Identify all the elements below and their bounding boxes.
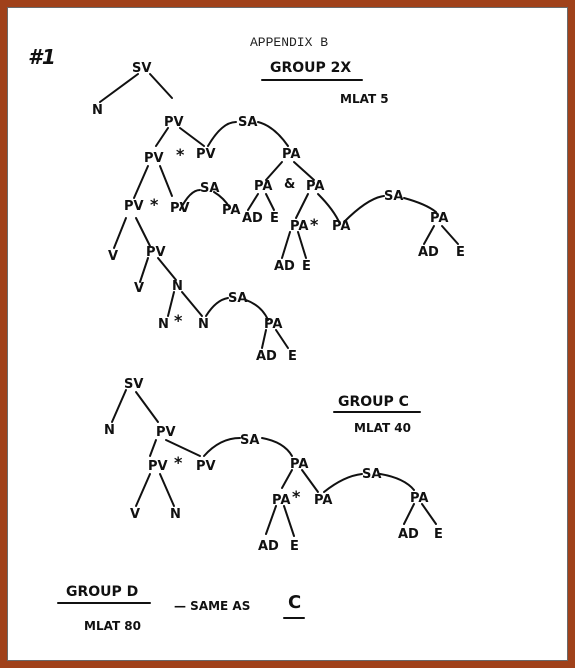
node-pa: PA [264, 317, 283, 332]
group-2x-label: GROUP 2X [270, 60, 352, 76]
node-pv: PV [148, 459, 168, 474]
node-e: E [288, 349, 297, 364]
node-pa: PA [314, 493, 333, 508]
node-n: N [198, 317, 209, 332]
node-e: E [456, 245, 465, 260]
node-star: * [174, 311, 183, 330]
node-pv: PV [146, 245, 166, 260]
appendix-title: APPENDIX B [250, 35, 329, 50]
node-ad: AD [418, 245, 439, 260]
node-sa: SA [200, 181, 220, 196]
group-d-label: GROUP D [66, 584, 139, 600]
figure-number: #1 [28, 45, 56, 69]
node-ad: AD [242, 211, 263, 226]
node-ad: AD [258, 539, 279, 554]
node-pv: PV [164, 115, 184, 130]
node-sa: SA [362, 467, 382, 482]
node-sa: SA [384, 189, 404, 204]
node-sa: SA [238, 115, 258, 130]
node-sa: SA [228, 291, 248, 306]
node-pa: PA [272, 493, 291, 508]
group-d-mlat: MLAT 80 [84, 619, 142, 633]
node-pa: PA [222, 203, 241, 218]
node-amp: & [284, 177, 296, 192]
node-v: V [108, 249, 119, 264]
node-star: * [174, 453, 183, 472]
node-v: V [130, 507, 141, 522]
node-ad: AD [256, 349, 277, 364]
group-c-label: GROUP C [338, 394, 409, 410]
node-n: N [172, 279, 183, 294]
node-e: E [302, 259, 311, 274]
node-sv: SV [132, 61, 152, 76]
node-pa: PA [254, 179, 273, 194]
node-pv: PV [196, 459, 216, 474]
node-star: * [292, 487, 301, 506]
node-pa: PA [410, 491, 429, 506]
node-star: * [310, 215, 319, 234]
node-pa: PA [306, 179, 325, 194]
node-pa: PA [332, 219, 351, 234]
node-e: E [434, 527, 443, 542]
group-2x-mlat: MLAT 5 [340, 92, 389, 106]
node-pa: PA [430, 211, 449, 226]
node-pa: PA [282, 147, 301, 162]
group-d-ref: C [288, 592, 302, 613]
node-ad: AD [398, 527, 419, 542]
node-pa: PA [290, 219, 309, 234]
node-pv: PV [124, 199, 144, 214]
node-n: N [92, 103, 103, 118]
node-star: * [150, 195, 159, 214]
node-pv: PV [196, 147, 216, 162]
node-n: N [104, 423, 115, 438]
node-sa: SA [240, 433, 260, 448]
node-star: * [176, 145, 185, 164]
node-pv: PV [170, 201, 190, 216]
node-pa: PA [290, 457, 309, 472]
group-d-note: — SAME AS [174, 599, 251, 613]
node-e: E [270, 211, 279, 226]
node-e: E [290, 539, 299, 554]
node-n: N [170, 507, 181, 522]
node-n: N [158, 317, 169, 332]
node-v: V [134, 281, 145, 296]
group-c-mlat: MLAT 40 [354, 421, 412, 435]
node-sv: SV [124, 377, 144, 392]
group-2x-tree [92, 61, 465, 364]
node-ad: AD [274, 259, 295, 274]
node-pv: PV [156, 425, 176, 440]
node-pv: PV [144, 151, 164, 166]
